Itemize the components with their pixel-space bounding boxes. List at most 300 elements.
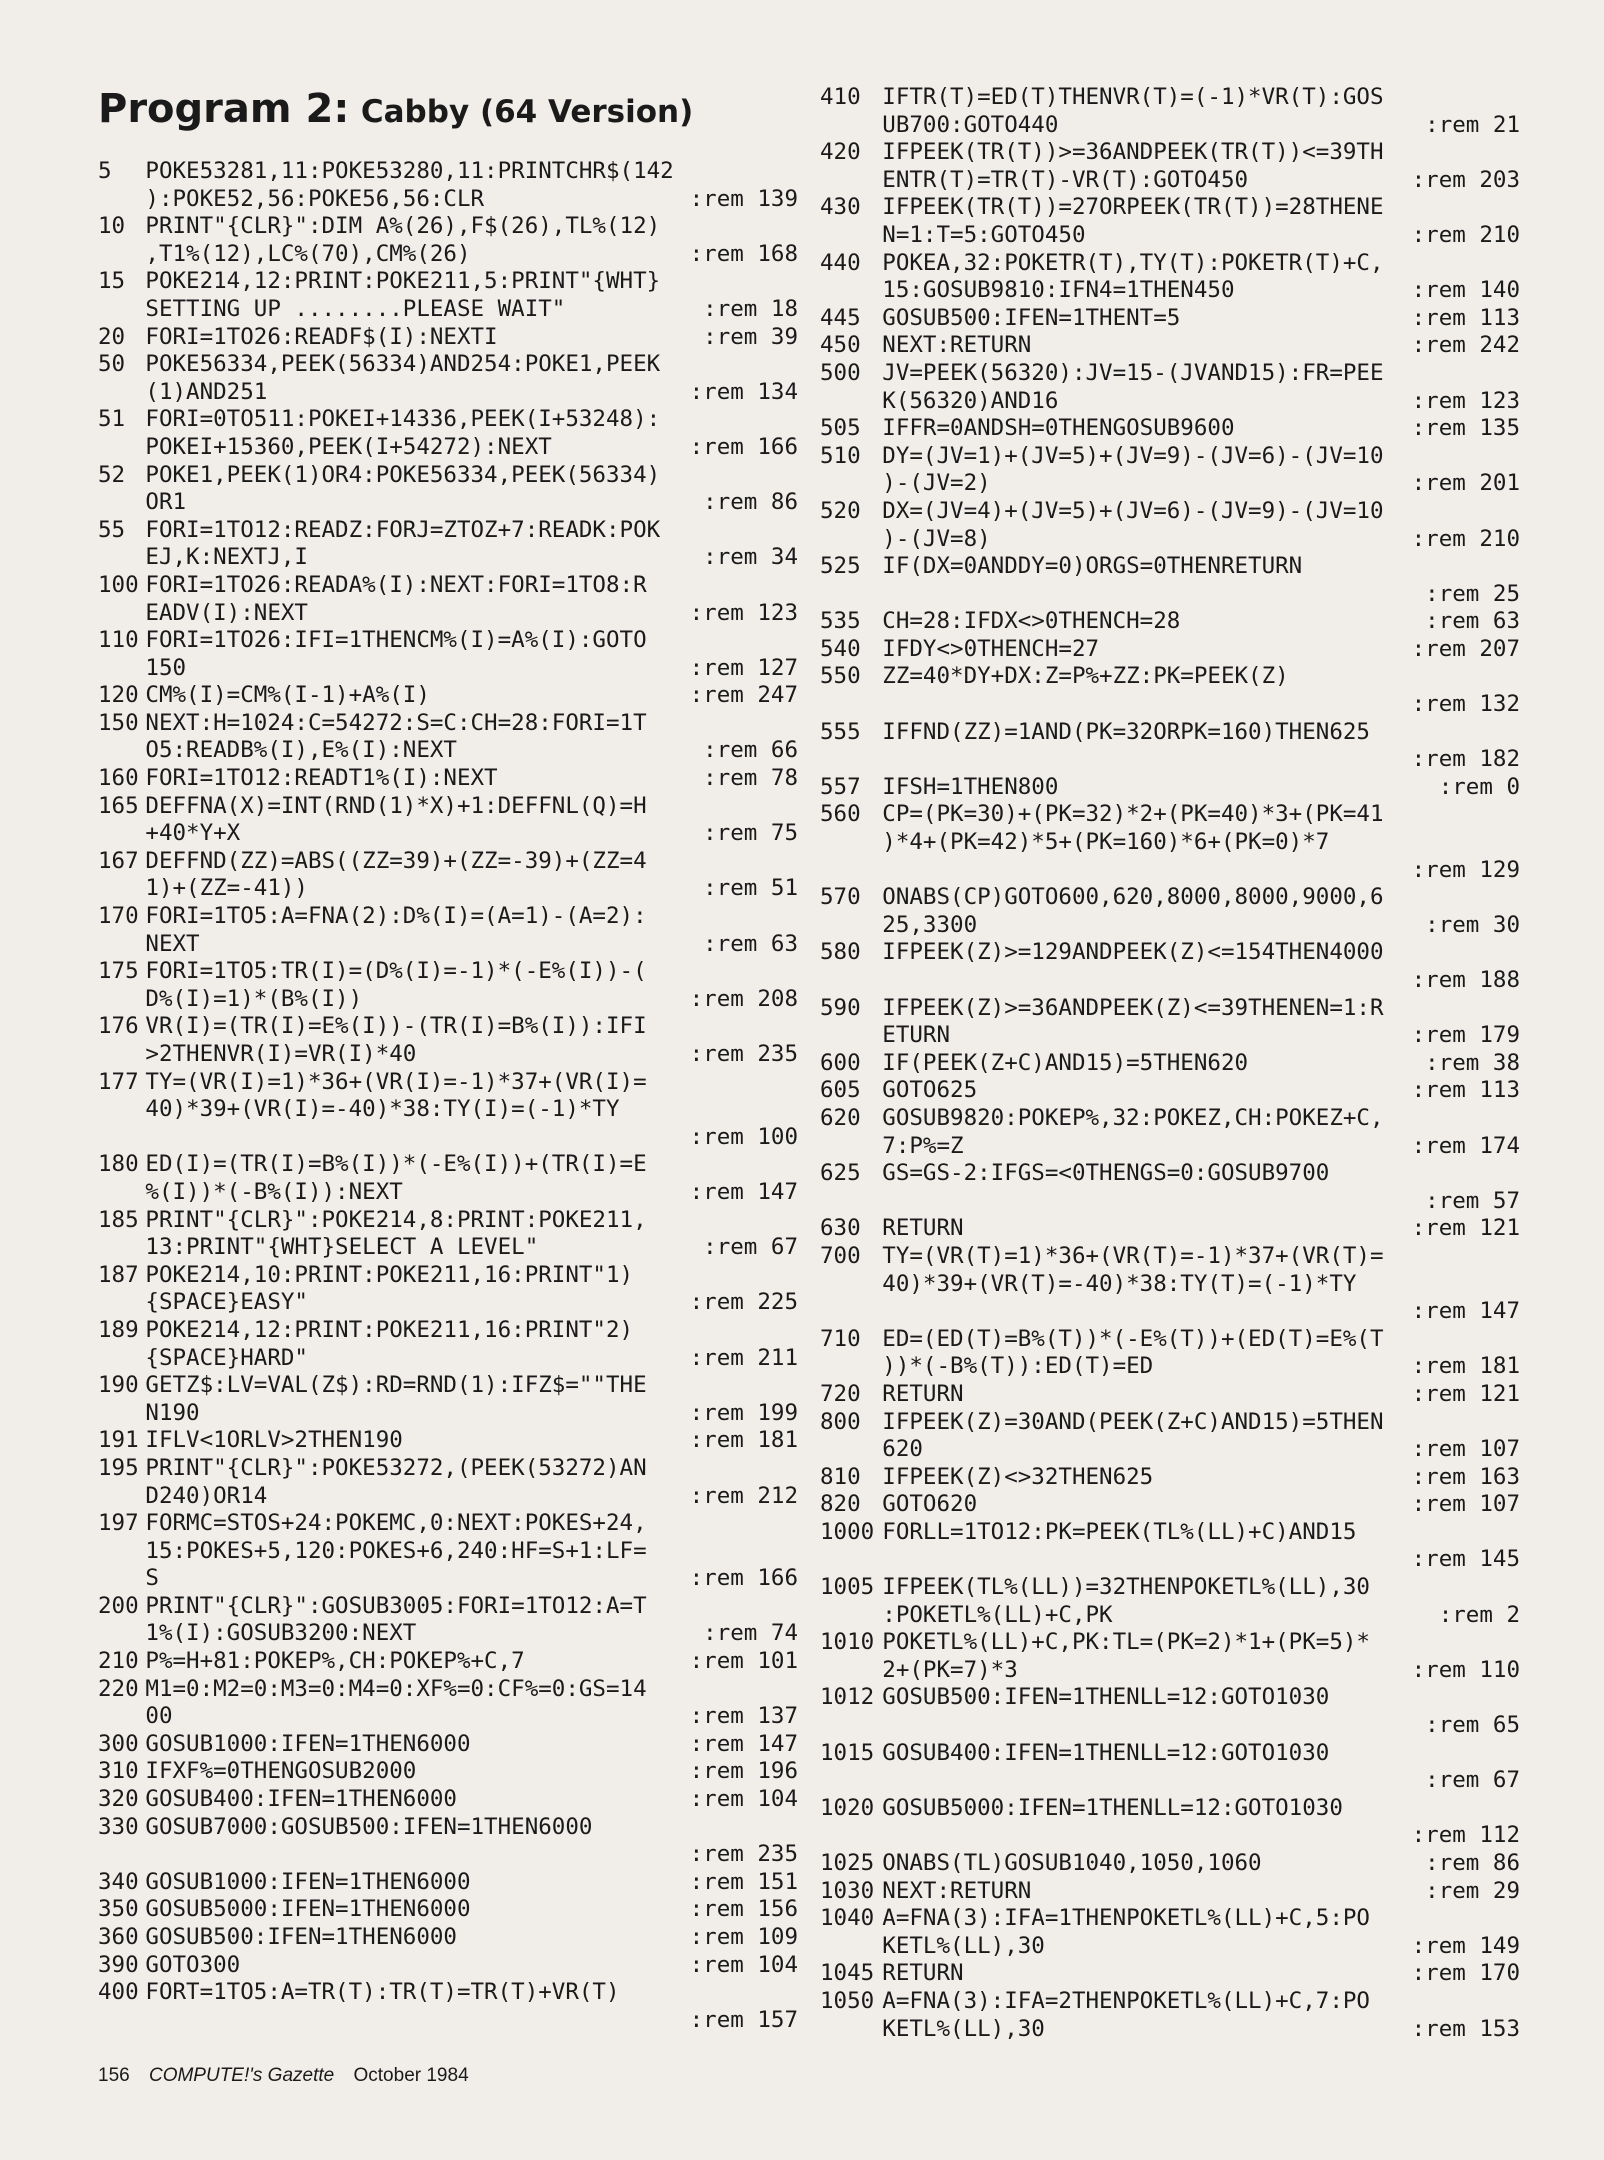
basic-statement: {SPACE}HARD" <box>145 1344 308 1371</box>
line-number: 1050 <box>820 1987 875 2014</box>
checksum-rem: :rem 123 <box>1411 387 1520 414</box>
checksum-rem: :rem 153 <box>1411 2015 1520 2042</box>
code-line <box>820 1740 1520 1768</box>
code-line <box>98 1731 798 1759</box>
listing-right-column <box>820 84 1520 2043</box>
issue-date: October 1984 <box>353 2065 469 2086</box>
code-line <box>820 194 1520 222</box>
line-number: 5 <box>98 158 112 184</box>
checksum-rem: :rem 29 <box>1425 1877 1520 1904</box>
basic-statement: TY=(VR(T)=1)*36+(VR(T)=-1)*37+(VR(T)= <box>882 1242 1384 1269</box>
checksum-rem: :rem 212 <box>689 1482 798 1509</box>
basic-statement: 15:GOSUB9810:IFN4=1THEN450 <box>882 277 1235 304</box>
line-number: 430 <box>820 194 861 221</box>
code-line <box>820 829 1520 857</box>
code-line <box>820 139 1520 167</box>
code-line <box>98 627 798 655</box>
code-line <box>98 655 798 683</box>
checksum-rem: :rem 18 <box>703 295 798 322</box>
line-number: 710 <box>820 1325 861 1352</box>
line-number: 535 <box>820 608 861 635</box>
basic-statement: (1)AND251 <box>145 378 268 405</box>
line-number: 1040 <box>820 1905 875 1932</box>
code-line <box>98 572 798 600</box>
basic-statement: CP=(PK=30)+(PK=32)*2+(PK=40)*3+(PK=41 <box>882 801 1384 828</box>
code-line <box>820 1629 1520 1657</box>
line-number: 165 <box>98 792 139 819</box>
checksum-rem: :rem 179 <box>1411 1022 1520 1049</box>
basic-statement: O5:READB%(I),E%(I):NEXT <box>145 737 457 764</box>
line-number: 350 <box>98 1896 139 1923</box>
code-line <box>820 1822 1520 1850</box>
checksum-rem: :rem 247 <box>689 682 798 709</box>
line-number: 420 <box>820 139 861 166</box>
code-line <box>98 1483 798 1511</box>
basic-statement: IFFR=0ANDSH=0THENGOSUB9600 <box>882 415 1235 442</box>
line-number: 445 <box>820 304 861 331</box>
basic-statement: RETURN <box>882 1215 964 1242</box>
line-number: 625 <box>820 1160 861 1187</box>
code-line <box>820 1905 1520 1933</box>
basic-statement: :POKETL%(LL)+C,PK <box>882 1601 1113 1628</box>
basic-statement: GOSUB1000:IFEN=1THEN6000 <box>145 1730 471 1757</box>
code-line <box>98 213 798 241</box>
basic-statement: POKEA,32:POKETR(T),TY(T):POKETR(T)+C, <box>882 249 1384 276</box>
checksum-rem: :rem 86 <box>1425 1850 1520 1876</box>
line-number: 630 <box>820 1215 861 1242</box>
basic-statement: %(I))*(-B%(I)):NEXT <box>145 1178 403 1205</box>
program-name: Cabby (64 Version) <box>360 94 694 130</box>
basic-statement: +40*Y+X <box>145 820 241 847</box>
code-line <box>98 1041 798 1069</box>
basic-statement: CM%(I)=CM%(I-1)+A%(I) <box>145 682 430 709</box>
code-line <box>98 2007 798 2035</box>
basic-statement: NEXT:RETURN <box>882 332 1032 359</box>
checksum-rem: :rem 86 <box>703 489 798 516</box>
code-line <box>98 1069 798 1097</box>
basic-statement: FORI=1TO12:READT1%(I):NEXT <box>145 765 498 792</box>
checksum-rem: :rem 67 <box>703 1234 798 1261</box>
line-number: 110 <box>98 627 139 654</box>
basic-statement: ZZ=40*DY+DX:Z=P%+ZZ:PK=PEEK(Z) <box>882 663 1289 690</box>
code-line <box>820 498 1520 526</box>
checksum-rem: :rem 135 <box>1411 415 1520 442</box>
line-number: 410 <box>820 84 861 110</box>
code-line <box>98 1372 798 1400</box>
line-number: 520 <box>820 497 861 524</box>
code-line <box>820 112 1520 140</box>
code-line <box>98 765 798 793</box>
line-number: 1020 <box>820 1794 875 1821</box>
basic-statement: DX=(JV=4)+(JV=5)+(JV=6)-(JV=9)-(JV=10 <box>882 497 1384 524</box>
checksum-rem: :rem 57 <box>1425 1187 1520 1214</box>
line-number: 555 <box>820 718 861 745</box>
basic-statement: POKE214,12:PRINT:POKE211,5:PRINT"{WHT} <box>145 268 661 295</box>
checksum-rem: :rem 147 <box>689 1178 798 1205</box>
checksum-rem: :rem 163 <box>1411 1463 1520 1490</box>
checksum-rem: :rem 121 <box>1411 1215 1520 1242</box>
line-number: 120 <box>98 682 139 709</box>
code-line <box>820 1933 1520 1961</box>
basic-statement: GOTO300 <box>145 1951 241 1978</box>
checksum-rem: :rem 166 <box>689 1565 798 1592</box>
code-line <box>820 912 1520 940</box>
basic-statement: NEXT:H=1024:C=54272:S=C:CH=28:FORI=1T <box>145 709 647 736</box>
checksum-rem: :rem 25 <box>1425 580 1520 607</box>
checksum-rem: :rem 211 <box>689 1344 798 1371</box>
code-line <box>820 332 1520 360</box>
checksum-rem: :rem 145 <box>1411 1546 1520 1573</box>
code-line <box>98 1538 798 1566</box>
line-number: 190 <box>98 1372 139 1399</box>
code-line <box>98 186 798 214</box>
basic-statement: 1%(I):GOSUB3200:NEXT <box>145 1620 417 1647</box>
code-line <box>820 2016 1520 2044</box>
line-number: 55 <box>98 516 126 543</box>
checksum-rem: :rem 203 <box>1411 166 1520 193</box>
line-number: 170 <box>98 903 139 930</box>
basic-statement: IFFND(ZZ)=1AND(PK=32ORPK=160)THEN625 <box>882 718 1370 745</box>
basic-statement: ,T1%(12),LC%(70),CM%(26) <box>145 240 471 267</box>
line-number: 200 <box>98 1592 139 1619</box>
code-line <box>98 517 798 545</box>
code-line <box>820 884 1520 912</box>
basic-statement: KETL%(LL),30 <box>882 2015 1045 2042</box>
basic-statement: ENTR(T)=TR(T)-VR(T):GOTO450 <box>882 166 1249 193</box>
checksum-rem: :rem 63 <box>703 930 798 957</box>
line-number: 300 <box>98 1730 139 1757</box>
basic-statement: POKEI+15360,PEEK(I+54272):NEXT <box>145 433 552 460</box>
listing-left-column <box>98 158 798 2034</box>
basic-statement: 13:PRINT"{WHT}SELECT A LEVEL" <box>145 1234 539 1261</box>
checksum-rem: :rem 109 <box>689 1924 798 1950</box>
basic-statement: 1)+(ZZ=-41)) <box>145 875 308 902</box>
code-line <box>98 1289 798 1317</box>
basic-statement: A=FNA(3):IFA=1THENPOKETL%(LL)+C,5:PO <box>882 1905 1370 1932</box>
basic-statement: IFSH=1THEN800 <box>882 773 1059 800</box>
code-line <box>98 324 798 352</box>
basic-statement: TY=(VR(I)=1)*36+(VR(I)=-1)*37+(VR(I)= <box>145 1068 647 1095</box>
checksum-rem: :rem 137 <box>689 1703 798 1730</box>
basic-statement: GOSUB1000:IFEN=1THEN6000 <box>145 1868 471 1895</box>
basic-statement: ONABS(CP)GOTO600,620,8000,8000,9000,6 <box>882 884 1384 911</box>
code-line <box>820 222 1520 250</box>
basic-statement: RETURN <box>882 1960 964 1987</box>
line-number: 440 <box>820 249 861 276</box>
code-line <box>820 250 1520 278</box>
code-line <box>820 1850 1520 1878</box>
basic-statement: IFPEEK(Z)<>32THEN625 <box>882 1463 1154 1490</box>
checksum-rem: :rem 151 <box>689 1868 798 1895</box>
basic-statement: FORI=1TO12:READZ:FORJ=ZTOZ+7:READK:POK <box>145 516 661 543</box>
line-number: 52 <box>98 461 126 488</box>
basic-statement: IFPEEK(Z)=30AND(PEEK(Z+C)AND15)=5THEN <box>882 1408 1384 1435</box>
checksum-rem: :rem 188 <box>1411 967 1520 993</box>
code-line <box>820 1960 1520 1988</box>
line-number: 50 <box>98 351 126 378</box>
code-line <box>820 1767 1520 1795</box>
program-number: Program 2: <box>98 86 350 132</box>
code-line <box>98 1593 798 1621</box>
basic-statement: POKE1,PEEK(1)OR4:POKE56334,PEEK(56334) <box>145 461 661 488</box>
line-number: 560 <box>820 801 861 828</box>
basic-statement: GOSUB500:IFEN=1THENLL=12:GOTO1030 <box>882 1684 1330 1711</box>
basic-statement: FORI=1TO5:A=FNA(2):D%(I)=(A=1)-(A=2): <box>145 903 647 930</box>
code-line <box>820 1077 1520 1105</box>
checksum-rem: :rem 104 <box>689 1786 798 1813</box>
code-line <box>98 1758 798 1786</box>
checksum-rem: :rem 123 <box>689 599 798 626</box>
line-number: 1000 <box>820 1518 875 1545</box>
code-line <box>820 167 1520 195</box>
basic-statement: FORMC=STOS+24:POKEMC,0:NEXT:POKES+24, <box>145 1510 647 1537</box>
line-number: 20 <box>98 323 126 350</box>
basic-statement: POKETL%(LL)+C,PK:TL=(PK=2)*1+(PK=5)* <box>882 1629 1370 1656</box>
checksum-rem: :rem 149 <box>1411 1932 1520 1959</box>
checksum-rem: :rem 170 <box>1411 1960 1520 1987</box>
code-line <box>820 636 1520 664</box>
line-number: 330 <box>98 1813 139 1840</box>
line-number: 550 <box>820 663 861 690</box>
code-line <box>98 544 798 572</box>
checksum-rem: :rem 78 <box>703 765 798 792</box>
code-line <box>820 801 1520 829</box>
basic-statement: )-(JV=8) <box>882 525 991 552</box>
line-number: 390 <box>98 1951 139 1978</box>
code-line <box>98 1924 798 1952</box>
checksum-rem: :rem 112 <box>1411 1822 1520 1849</box>
basic-statement: 150 <box>145 654 187 681</box>
basic-statement: GOSUB400:IFEN=1THENLL=12:GOTO1030 <box>882 1739 1330 1766</box>
code-line <box>98 958 798 986</box>
checksum-rem: :rem 67 <box>1425 1767 1520 1794</box>
code-line <box>98 1400 798 1428</box>
checksum-rem: :rem 121 <box>1411 1380 1520 1407</box>
line-number: 505 <box>820 415 861 442</box>
code-line <box>820 360 1520 388</box>
checksum-rem: :rem 21 <box>1425 111 1520 138</box>
checksum-rem: :rem 65 <box>1425 1712 1520 1739</box>
basic-statement: FORLL=1TO12:PK=PEEK(TL%(LL)+C)AND15 <box>882 1518 1357 1545</box>
checksum-rem: :rem 201 <box>1411 470 1520 497</box>
basic-statement: GOTO620 <box>882 1491 978 1518</box>
basic-statement: )*4+(PK=42)*5+(PK=160)*6+(PK=0)*7 <box>882 829 1330 856</box>
basic-statement: PRINT"{CLR}":POKE214,8:PRINT:POKE211, <box>145 1206 647 1233</box>
checksum-rem: :rem 147 <box>689 1730 798 1757</box>
basic-statement: ETURN <box>882 1022 951 1049</box>
checksum-rem: :rem 75 <box>703 820 798 847</box>
checksum-rem: :rem 235 <box>689 1841 798 1868</box>
checksum-rem: :rem 66 <box>703 737 798 764</box>
basic-statement: DEFFND(ZZ)=ABS((ZZ=39)+(ZZ=-39)+(ZZ=4 <box>145 847 647 874</box>
checksum-rem: :rem 101 <box>689 1648 798 1675</box>
code-line <box>820 608 1520 636</box>
line-number: 700 <box>820 1242 861 1269</box>
line-number: 620 <box>820 1104 861 1131</box>
code-line <box>820 1795 1520 1823</box>
code-line <box>820 415 1520 443</box>
checksum-rem: :rem 182 <box>1411 746 1520 773</box>
checksum-rem: :rem 38 <box>1425 1049 1520 1076</box>
code-line <box>98 710 798 738</box>
basic-statement: IFDY<>0THENCH=27 <box>882 635 1100 662</box>
line-number: 525 <box>820 553 861 580</box>
code-line <box>98 268 798 296</box>
code-line <box>98 1427 798 1455</box>
checksum-rem: :rem 156 <box>689 1896 798 1923</box>
code-line <box>820 857 1520 885</box>
code-line <box>98 600 798 628</box>
line-number: 195 <box>98 1454 139 1481</box>
code-line <box>98 903 798 931</box>
code-line <box>98 1869 798 1897</box>
line-number: 191 <box>98 1427 139 1454</box>
line-number: 605 <box>820 1077 861 1104</box>
code-line <box>820 1298 1520 1326</box>
code-line <box>820 1546 1520 1574</box>
line-number: 177 <box>98 1068 139 1095</box>
code-line <box>98 241 798 269</box>
checksum-rem: :rem 207 <box>1411 635 1520 662</box>
code-line <box>98 1703 798 1731</box>
line-number: 167 <box>98 847 139 874</box>
code-line <box>820 719 1520 747</box>
line-number: 557 <box>820 773 861 800</box>
code-line <box>98 682 798 710</box>
basic-statement: POKE214,12:PRINT:POKE211,16:PRINT"2) <box>145 1316 634 1343</box>
code-line <box>98 434 798 462</box>
code-line <box>98 351 798 379</box>
code-line <box>98 875 798 903</box>
code-line <box>98 462 798 490</box>
basic-statement: ONABS(TL)GOSUB1040,1050,1060 <box>882 1850 1262 1876</box>
basic-statement: GS=GS-2:IFGS=<0THENGS=0:GOSUB9700 <box>882 1160 1330 1187</box>
basic-statement: 40)*39+(VR(T)=-40)*38:TY(T)=(-1)*TY <box>882 1270 1357 1297</box>
code-line <box>820 443 1520 471</box>
checksum-rem: :rem 0 <box>1438 773 1520 800</box>
line-number: 1045 <box>820 1960 875 1987</box>
code-line <box>98 1207 798 1235</box>
code-line <box>820 1464 1520 1492</box>
line-number: 510 <box>820 442 861 469</box>
code-line <box>98 793 798 821</box>
basic-statement: 40)*39+(VR(I)=-40)*38:TY(I)=(-1)*TY <box>145 1096 620 1123</box>
basic-statement: ))*(-B%(T)):ED(T)=ED <box>882 1353 1154 1380</box>
line-number: 210 <box>98 1648 139 1675</box>
code-line <box>98 489 798 517</box>
code-line <box>820 774 1520 802</box>
line-number: 800 <box>820 1408 861 1435</box>
checksum-rem: :rem 34 <box>703 544 798 571</box>
code-line <box>98 931 798 959</box>
basic-statement: GOSUB500:IFEN=1THEN6000 <box>145 1924 457 1950</box>
line-number: 340 <box>98 1868 139 1895</box>
code-line <box>98 1013 798 1041</box>
code-line <box>820 1326 1520 1354</box>
code-line <box>820 1574 1520 1602</box>
line-number: 197 <box>98 1510 139 1537</box>
line-number: 180 <box>98 1151 139 1178</box>
basic-statement: IFPEEK(Z)>=129ANDPEEK(Z)<=154THEN4000 <box>882 939 1384 966</box>
basic-statement: RETURN <box>882 1380 964 1407</box>
checksum-rem: :rem 63 <box>1425 608 1520 635</box>
basic-statement: FORI=0TO511:POKEI+14336,PEEK(I+53248): <box>145 406 661 433</box>
basic-statement: FORI=1TO26:READF$(I):NEXTI <box>145 323 498 350</box>
code-line <box>98 379 798 407</box>
basic-statement: FORI=1TO26:IFI=1THENCM%(I)=A%(I):GOTO <box>145 627 647 654</box>
code-line <box>98 158 798 186</box>
code-line <box>820 1436 1520 1464</box>
basic-statement: IFTR(T)=ED(T)THENVR(T)=(-1)*VR(T):GOS <box>882 84 1384 110</box>
basic-statement: POKE56334,PEEK(56334)AND254:POKE1,PEEK <box>145 351 661 378</box>
basic-statement: N=1:T=5:GOTO450 <box>882 221 1086 248</box>
checksum-rem: :rem 157 <box>689 2006 798 2033</box>
code-line <box>820 553 1520 581</box>
checksum-rem: :rem 225 <box>689 1289 798 1316</box>
magazine-name: COMPUTE!'s Gazette <box>148 2065 335 2086</box>
basic-statement: IFXF%=0THENGOSUB2000 <box>145 1758 417 1785</box>
basic-statement: FORI=1TO26:READA%(I):NEXT:FORI=1TO8:R <box>145 571 647 598</box>
code-line <box>98 1096 798 1124</box>
basic-statement: POKE214,10:PRINT:POKE211,16:PRINT"1) <box>145 1261 634 1288</box>
code-line <box>98 296 798 324</box>
code-line <box>820 1160 1520 1188</box>
code-line <box>820 1409 1520 1437</box>
basic-statement: ):POKE52,56:POKE56,56:CLR <box>145 185 485 212</box>
basic-statement: DY=(JV=1)+(JV=5)+(JV=9)-(JV=6)-(JV=10 <box>882 442 1384 469</box>
code-line <box>820 1519 1520 1547</box>
code-line <box>98 1151 798 1179</box>
line-number: 220 <box>98 1675 139 1702</box>
basic-statement: )-(JV=2) <box>882 470 991 497</box>
checksum-rem: :rem 110 <box>1411 1656 1520 1683</box>
line-number: 51 <box>98 406 126 433</box>
line-number: 150 <box>98 709 139 736</box>
checksum-rem: :rem 132 <box>1411 691 1520 718</box>
basic-statement: GOTO625 <box>882 1077 978 1104</box>
basic-statement: GETZ$:LV=VAL(Z$):RD=RND(1):IFZ$=""THE <box>145 1372 647 1399</box>
checksum-rem: :rem 51 <box>703 875 798 902</box>
line-number: 160 <box>98 765 139 792</box>
checksum-rem: :rem 168 <box>689 240 798 267</box>
line-number: 540 <box>820 635 861 662</box>
code-line <box>98 848 798 876</box>
code-line <box>98 1786 798 1814</box>
basic-statement: SETTING UP ........PLEASE WAIT" <box>145 295 566 322</box>
checksum-rem: :rem 242 <box>1411 332 1520 359</box>
basic-statement: EJ,K:NEXTJ,I <box>145 544 308 571</box>
line-number: 176 <box>98 1013 139 1040</box>
code-line <box>98 986 798 1014</box>
code-line <box>98 1317 798 1345</box>
basic-statement: PRINT"{CLR}":GOSUB3005:FORI=1TO12:A=T <box>145 1592 647 1619</box>
basic-statement: CH=28:IFDX<>0THENCH=28 <box>882 608 1181 635</box>
checksum-rem: :rem 196 <box>689 1758 798 1785</box>
line-number: 600 <box>820 1049 861 1076</box>
line-number: 185 <box>98 1206 139 1233</box>
checksum-rem: :rem 140 <box>1411 277 1520 304</box>
basic-statement: 25,3300 <box>882 911 978 938</box>
basic-statement: IF(PEEK(Z+C)AND15)=5THEN620 <box>882 1049 1249 1076</box>
code-line <box>820 1105 1520 1133</box>
checksum-rem: :rem 107 <box>1411 1491 1520 1518</box>
basic-statement: A=FNA(3):IFA=2THENPOKETL%(LL)+C,7:PO <box>882 1987 1370 2014</box>
line-number: 189 <box>98 1316 139 1343</box>
line-number: 500 <box>820 359 861 386</box>
basic-statement: UB700:GOTO440 <box>882 111 1059 138</box>
checksum-rem: :rem 210 <box>1411 525 1520 552</box>
basic-statement: IF(DX=0ANDDY=0)ORGS=0THENRETURN <box>882 553 1303 580</box>
